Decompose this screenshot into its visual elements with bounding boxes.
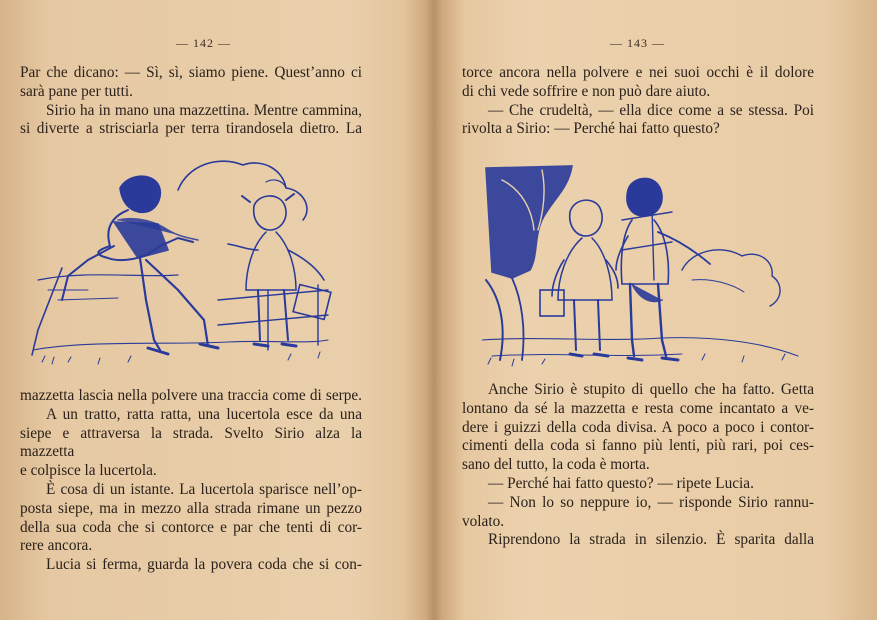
text-line: della sua coda che si contorce e par che tenti di cor-	[20, 518, 362, 536]
text-line: — Che crudeltà, — ella dice come a se stessa. Poi	[488, 101, 814, 119]
text-line: A un tratto, ratta ratta, una lucertola esce da una	[46, 405, 362, 423]
text-line: siepe e attraversa la strada. Svelto Sirio alza la mazzetta	[20, 424, 362, 461]
left-bottom-text	[20, 387, 362, 575]
text-line: Riprendono la strada in silenzio. È sparita dalla	[488, 531, 814, 549]
text-line: posta siepe, ma in mezzo alla strada rimane un pezzo	[20, 499, 362, 517]
page-number-left: — 142 —	[176, 36, 231, 50]
text-line: torce ancora nella polvere e nei suoi occhi è il dolore	[462, 64, 814, 81]
text-line: mazzetta lascia nella polvere una traccia come di serpe.	[20, 387, 362, 404]
text-line: Sirio ha in mano una mazzettina. Mentre cammina,	[46, 101, 362, 119]
text-line: Lucia si ferma, guarda la povera coda che si con-	[46, 556, 362, 574]
text-line: lontano da sé la mazzetta e resta come incantato a ve-	[462, 399, 814, 417]
right-bottom-text	[462, 381, 814, 550]
illustration-children-walking	[28, 150, 348, 378]
text-line: di chi vede soffrire e non può dare aiuto.	[462, 82, 711, 100]
text-line: Par che dicano: — Sì, sì, siamo piene. Quest’anno ci	[20, 64, 362, 81]
text-line: cimenti della coda si fanno più lenti, più rari, poi ces-	[462, 437, 814, 455]
text-line: — Perché hai fatto questo? — ripete Lucia.	[488, 474, 754, 492]
page-number-right: — 143 —	[610, 36, 665, 50]
text-line: Anche Sirio è stupito di quello che ha fatto. Getta	[488, 381, 814, 398]
right-top-text	[462, 64, 814, 139]
right-page	[418, 0, 877, 620]
left-top-text	[20, 64, 362, 139]
text-line: sano del tutto, la coda è morta.	[462, 456, 650, 474]
text-line: È cosa di un istante. La lucertola sparisce nell’op-	[46, 480, 362, 498]
text-line: dere i guizzi della coda divisa. A poco a poco i contor-	[462, 418, 814, 436]
text-line: e colpisce la lucertola.	[20, 462, 157, 480]
text-line: rere ancora.	[20, 537, 93, 555]
text-line: rivolta a Sirio: — Perché hai fatto questo?	[462, 120, 720, 138]
text-line: sarà pane per tutti.	[20, 82, 133, 100]
illustration-children-standing	[482, 160, 800, 374]
left-page	[0, 0, 408, 620]
text-line: si diverte a strisciarla per terra tirandosela dietro. La	[20, 120, 362, 138]
text-line: — Non lo so neppure io, — risponde Sirio rannu-	[488, 493, 814, 511]
text-line: volato.	[462, 512, 505, 530]
